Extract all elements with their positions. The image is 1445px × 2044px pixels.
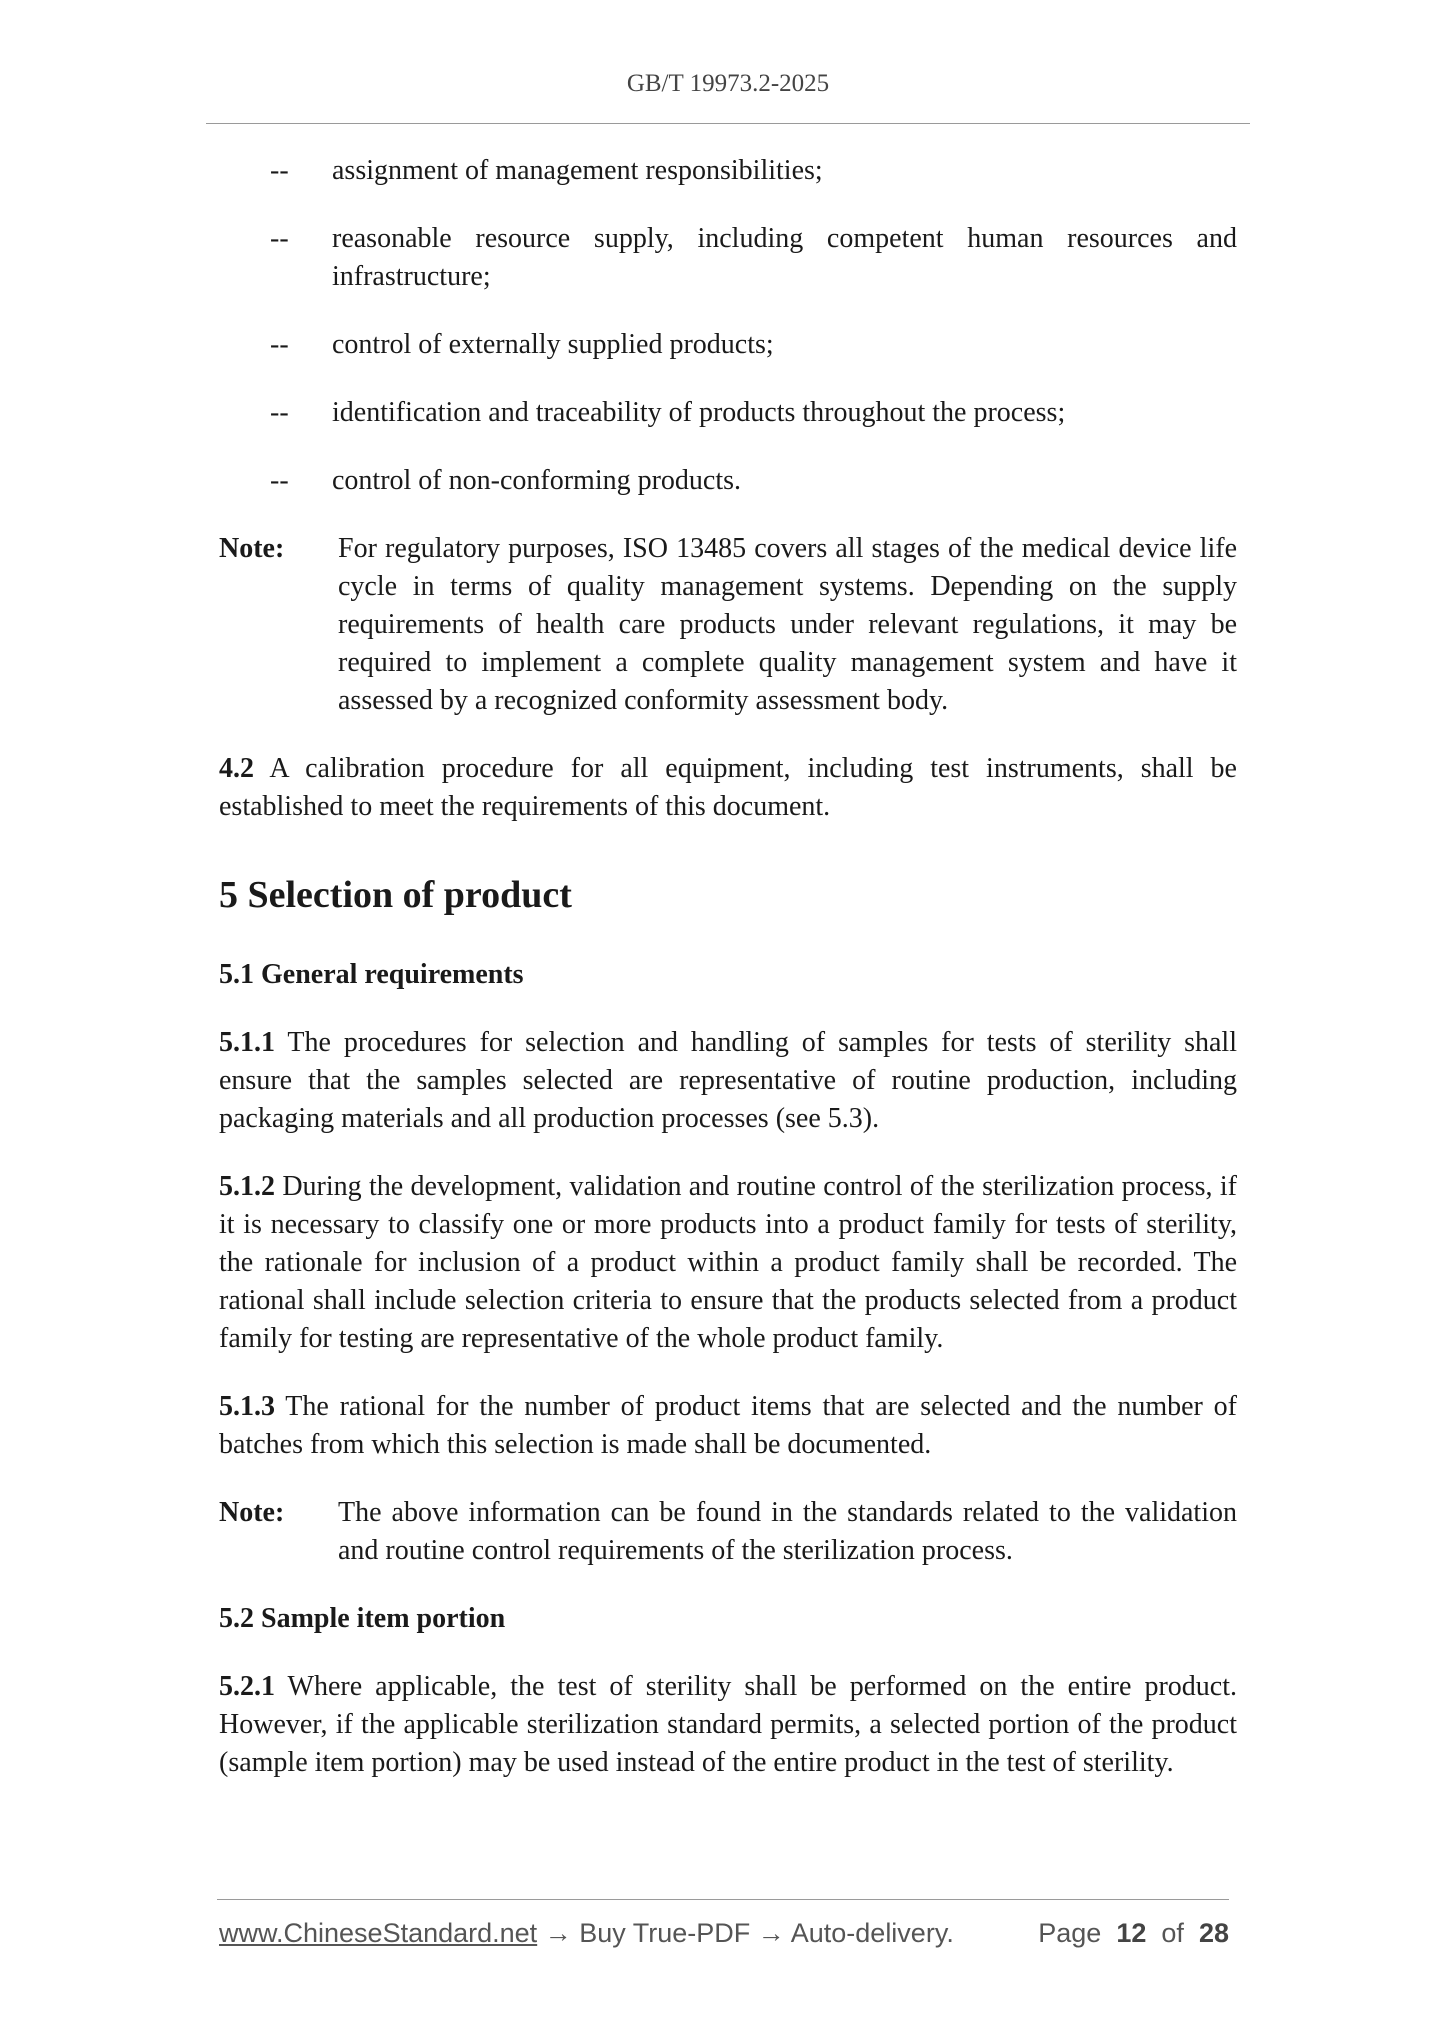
- page-header: GB/T 19973.2-2025: [626, 70, 830, 97]
- list-item: [219, 394, 1237, 432]
- list-item: [219, 152, 1237, 190]
- clause-text: The procedures for selection and handling of samples for tests of sterility shall ensure that the samples selected are representative of routine production, including packaging materials and all production processes (see 5.3).: [219, 1027, 1237, 1134]
- note-regulatory: [219, 530, 1237, 720]
- clause-text: The rational for the number of product items that are selected and the number of batches from which this selection is made shall be documented.: [219, 1391, 1237, 1460]
- list-item: [219, 220, 1237, 296]
- list-item-text: control of externally supplied products;: [332, 329, 774, 360]
- clause-number: 5.1.2: [219, 1171, 275, 1202]
- clause-text: A calibration procedure for all equipment, including test instruments, shall be established to meet the requirements of this document.: [219, 753, 1237, 822]
- clause-text: During the development, validation and routine control of the sterilization process, if it is necessary to classify one or more products into a product family for tests of sterility, the rationale for inclusion of a product within a product family shall be recorded. The rational shall include selection criteria to ensure that the products selected from a product family for testing are representative of the whole product family.: [219, 1171, 1237, 1354]
- clause-5-1-3: [219, 1388, 1237, 1464]
- website-link[interactable]: www.ChineseStandard.net: [219, 1918, 538, 1948]
- note-text: For regulatory purposes, ISO 13485 covers all stages of the medical device life cycle in terms of quality management systems. Depending on the supply requirements of health care products under relevant regulations, it may be required to implement a complete quality management system and have it assessed by a recognized conformity assessment body.: [338, 533, 1237, 716]
- note-label: Note:: [219, 533, 285, 564]
- list-dash: --: [270, 397, 289, 428]
- list-item-text: control of non-conforming products.: [332, 465, 742, 496]
- of-word: of: [1161, 1918, 1184, 1948]
- note-text: The above information can be found in the standards related to the validation and routine control requirements of the sterilization process.: [338, 1497, 1237, 1566]
- clause-number: 5.1.3: [219, 1391, 275, 1422]
- list-item-text: identification and traceability of products throughout the process;: [332, 397, 1066, 428]
- footer-promo: [219, 1918, 954, 1949]
- clause-number: 5.2.1: [219, 1671, 275, 1702]
- page-number: 12: [1116, 1918, 1147, 1948]
- note-standards: [219, 1494, 1237, 1570]
- clause-5-1-2: [219, 1168, 1237, 1358]
- footer-divider: [217, 1899, 1229, 1900]
- clause-text: Where applicable, the test of sterility shall be performed on the entire product. However, if the applicable sterilization standard permits, a selected portion of the product (sample item portion) may be used instead of the entire product in the test of sterility.: [219, 1671, 1237, 1778]
- clause-4-2: [219, 750, 1237, 826]
- list-dash: --: [270, 223, 289, 254]
- footer-promo-text: → Buy True-PDF → Auto-delivery.: [537, 1918, 954, 1948]
- list-dash: --: [270, 329, 289, 360]
- list-item-text: reasonable resource supply, including competent human resources and infrastructure;: [332, 223, 1237, 292]
- page-indicator: [1038, 1918, 1229, 1949]
- clause-5-2-1: [219, 1668, 1237, 1782]
- clause-5-1-1: [219, 1024, 1237, 1138]
- list-dash: --: [270, 465, 289, 496]
- document-body: [219, 152, 1237, 1812]
- subsection-title: 5.1 General requirements: [219, 959, 524, 990]
- list-item: [219, 326, 1237, 364]
- total-pages: 28: [1198, 1918, 1229, 1948]
- note-label: Note:: [219, 1497, 285, 1528]
- section-title: 5 Selection of product: [219, 874, 572, 916]
- clause-number: 4.2: [219, 753, 254, 784]
- list-item: [219, 462, 1237, 500]
- list-dash: --: [270, 155, 289, 186]
- page-word: Page: [1038, 1918, 1102, 1948]
- list-item-text: assignment of management responsibilities;: [332, 155, 823, 186]
- header-divider: [206, 123, 1250, 124]
- subsection-title: 5.2 Sample item portion: [219, 1603, 506, 1634]
- clause-number: 5.1.1: [219, 1027, 275, 1058]
